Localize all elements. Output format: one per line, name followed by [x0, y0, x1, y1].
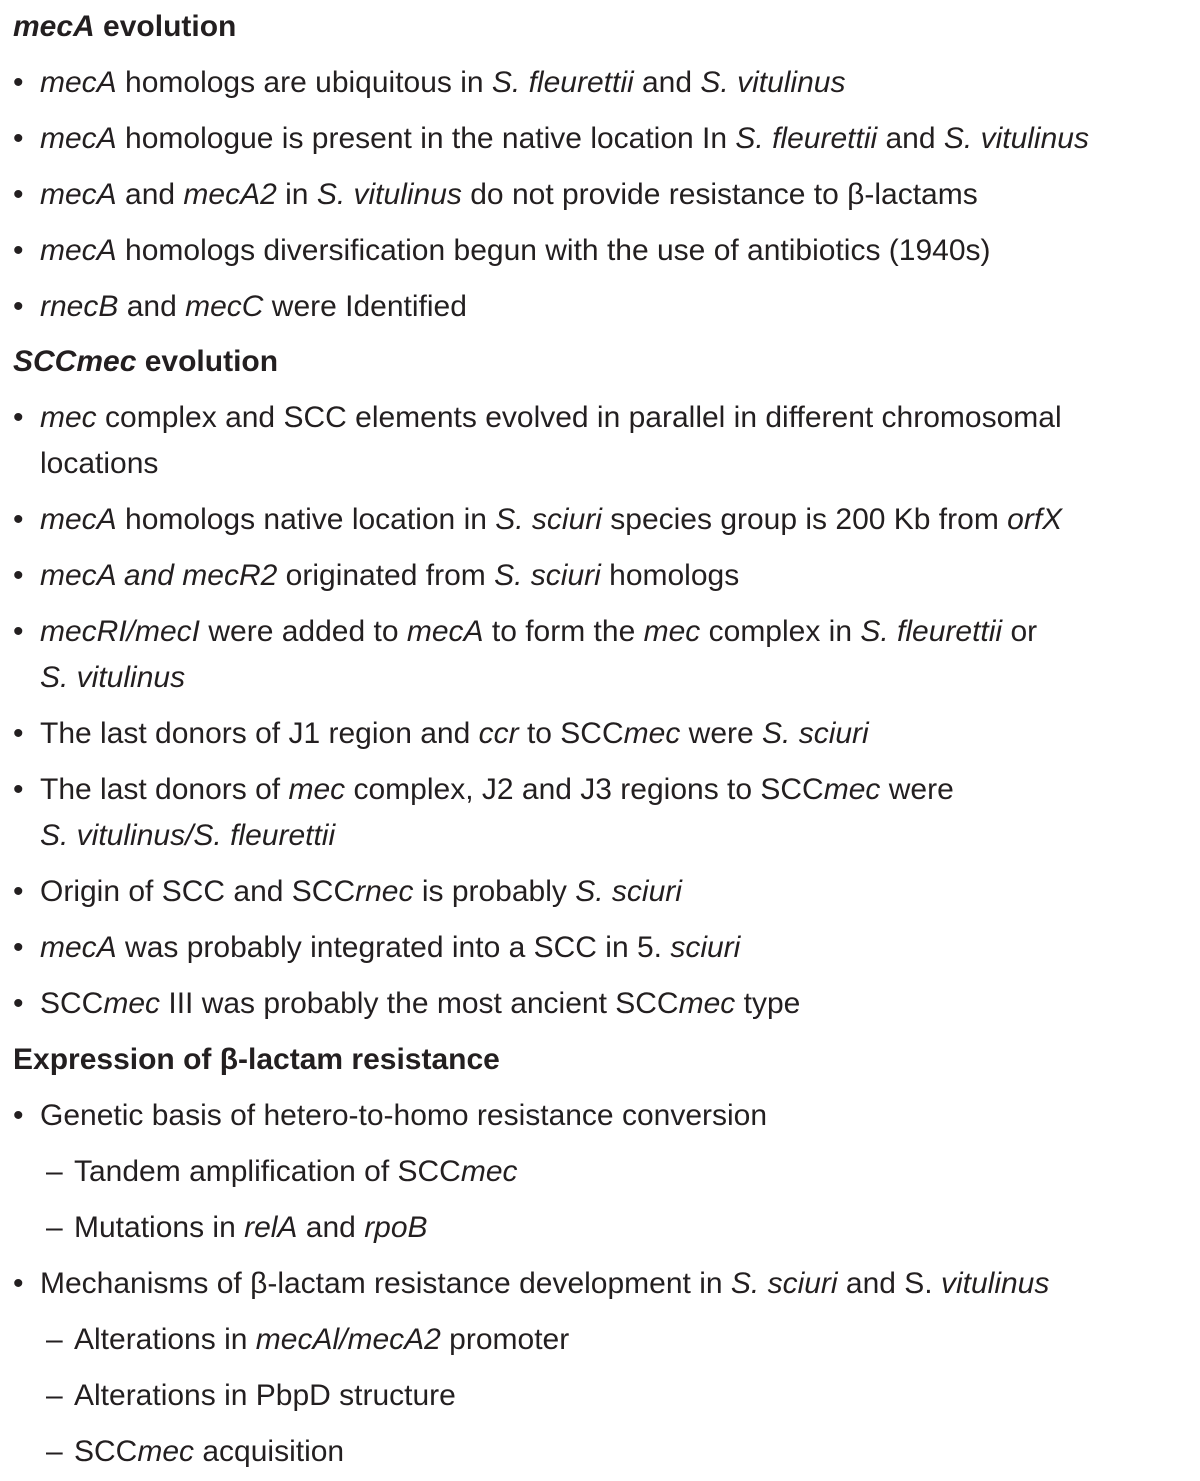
italic-text: mec	[623, 717, 681, 750]
italic-text: mec	[288, 773, 346, 806]
italic-text: sciuri	[670, 931, 741, 964]
italic-text: mecA	[40, 503, 117, 536]
bullet-marker: •	[13, 773, 24, 806]
section-heading	[13, 12, 236, 42]
bullet-text-line	[40, 663, 185, 693]
text-run: were Identified	[263, 290, 467, 323]
bullet-text-line	[40, 617, 1037, 647]
text-run: homologs are ubiquitous in	[116, 66, 492, 99]
bullet-text-line	[40, 989, 800, 1019]
italic-text: mec	[103, 987, 161, 1020]
text-run: Tandem amplification of SCC	[74, 1155, 461, 1188]
italic-text: mecA	[40, 931, 117, 964]
bullet-marker: •	[13, 122, 24, 155]
text-run: locations	[40, 447, 159, 480]
italic-text: S. fleurettii	[491, 66, 634, 99]
text-run: was probably integrated into a SCC in 5.	[116, 931, 671, 964]
italic-text: mecA	[13, 10, 95, 43]
text-run: acquisition	[194, 1435, 345, 1468]
italic-text: mec	[137, 1435, 195, 1468]
text-run: were added to	[200, 615, 407, 648]
italic-text: mecA and mecR2	[40, 559, 278, 592]
italic-text: mecA2	[183, 178, 277, 211]
text-run: homologs	[600, 559, 740, 592]
bullet-marker: •	[13, 615, 24, 648]
bullet-text-line	[40, 505, 1062, 535]
text-run: homologs diversification begun with the use of antibiotics (1940s)	[116, 234, 991, 267]
text-run: III was probably the most ancient SCC	[160, 987, 679, 1020]
text-run: The last donors of J1 region and	[40, 717, 479, 750]
italic-text: rpoB	[364, 1211, 428, 1244]
italic-text: S. sciuri	[730, 1267, 838, 1300]
italic-text: mec	[40, 401, 97, 434]
text-run: and	[633, 66, 701, 99]
bullet-text-line	[74, 1157, 518, 1187]
italic-text: mecRI/mecI	[40, 615, 201, 648]
text-run: SCC	[74, 1435, 138, 1468]
text-run: or	[1002, 615, 1038, 648]
text-run: to SCC	[518, 717, 624, 750]
text-run: Expression of β-lactam resistance	[13, 1043, 500, 1076]
bullet-marker: •	[13, 987, 24, 1020]
text-run: Mechanisms of β-lactam resistance development in	[40, 1267, 731, 1300]
bullet-text-line	[40, 1269, 1049, 1299]
text-run: in	[276, 178, 317, 211]
italic-text: S. fleurettii	[860, 615, 1003, 648]
bullet-marker: •	[13, 290, 24, 323]
bullet-text-line	[40, 719, 869, 749]
dash-marker: –	[46, 1435, 63, 1468]
italic-text: S. vitulinus	[943, 122, 1089, 155]
bullet-text-line	[40, 180, 978, 210]
bullet-marker: •	[13, 1267, 24, 1300]
text-run: complex and SCC elements evolved in parallel in different chromosomal	[96, 401, 1062, 434]
bullet-marker: •	[13, 401, 24, 434]
italic-text: rnecB	[40, 290, 119, 323]
italic-text: orfX	[1007, 503, 1063, 536]
italic-text: relA	[244, 1211, 298, 1244]
text-run: Alterations in	[74, 1323, 256, 1356]
italic-text: S. sciuri	[495, 503, 602, 536]
italic-text: mecA	[40, 122, 117, 155]
italic-text: S. sciuri	[494, 559, 601, 592]
section-heading	[13, 1045, 500, 1075]
bullet-text-line	[40, 124, 1089, 154]
dash-marker: –	[46, 1155, 63, 1188]
dash-marker: –	[46, 1323, 63, 1356]
text-run: Origin of SCC and SCC	[40, 875, 356, 908]
italic-text: mec	[678, 987, 736, 1020]
italic-text: mec	[823, 773, 881, 806]
bullet-marker: •	[13, 178, 24, 211]
bullet-text-line	[40, 775, 954, 805]
bullet-text-line	[40, 561, 739, 591]
text-run: species group is 200 Kb from	[601, 503, 1008, 536]
bullet-text-line	[40, 236, 991, 266]
italic-text: S. sciuri	[762, 717, 869, 750]
bullet-text-line	[40, 292, 467, 322]
bullet-text-line	[40, 68, 845, 98]
italic-text: S. vitulinus	[40, 661, 186, 694]
text-run: type	[735, 987, 801, 1020]
bullet-text-line	[40, 877, 682, 907]
bullet-marker: •	[13, 66, 24, 99]
italic-text: ccr	[478, 717, 519, 750]
bullet-text-line	[74, 1213, 428, 1243]
italic-text: mec	[460, 1155, 518, 1188]
text-run: SCC	[40, 987, 104, 1020]
text-run: originated from	[277, 559, 495, 592]
bullet-text-line	[40, 1101, 767, 1131]
dash-marker: –	[46, 1211, 63, 1244]
text-run: Mutations in	[74, 1211, 245, 1244]
text-run: and	[877, 122, 944, 155]
text-run: and	[118, 290, 186, 323]
bullet-text-line	[40, 933, 740, 963]
bullet-text-line	[74, 1381, 456, 1411]
bullet-marker: •	[13, 559, 24, 592]
italic-text: S. vitulinus/S. fleurettii	[40, 819, 336, 852]
italic-text: mec	[643, 615, 701, 648]
italic-text: mecC	[185, 290, 264, 323]
italic-text: S. vitulinus	[700, 66, 846, 99]
italic-text: rnec	[355, 875, 414, 908]
text-run: and	[297, 1211, 365, 1244]
italic-text: vitulinus	[940, 1267, 1050, 1300]
text-run: evolution	[94, 10, 237, 43]
text-run: do not provide resistance to β-lactams	[461, 178, 978, 211]
italic-text: S. sciuri	[575, 875, 682, 908]
text-run: Genetic basis of hetero-to-homo resistance conversion	[40, 1099, 768, 1132]
text-run: promoter	[440, 1323, 570, 1356]
section-heading	[13, 347, 278, 377]
text-run: complex, J2 and J3 regions to SCC	[345, 773, 824, 806]
bullet-marker: •	[13, 234, 24, 267]
bullet-text-line	[40, 403, 1062, 433]
text-run: homologs native location in	[116, 503, 496, 536]
italic-text: SCCmec	[13, 345, 137, 378]
text-run: The last donors of	[40, 773, 289, 806]
bullet-text-line	[40, 449, 158, 479]
bullet-marker: •	[13, 1099, 24, 1132]
italic-text: mecA	[40, 66, 117, 99]
bullet-text-line	[74, 1437, 344, 1467]
italic-text: mecA	[40, 234, 117, 267]
text-run: homologue is present in the native location In	[116, 122, 736, 155]
text-run: evolution	[136, 345, 279, 378]
bullet-marker: •	[13, 875, 24, 908]
text-run: and S.	[837, 1267, 941, 1300]
italic-text: S. vitulinus	[316, 178, 462, 211]
bullet-text-line	[74, 1325, 569, 1355]
text-run: were	[880, 773, 954, 806]
text-run: to form the	[483, 615, 644, 648]
bullet-marker: •	[13, 503, 24, 536]
bullet-marker: •	[13, 931, 24, 964]
italic-text: mecAl/mecA2	[255, 1323, 441, 1356]
text-run: complex in	[700, 615, 861, 648]
text-run: Alterations in PbpD structure	[74, 1379, 456, 1412]
bullet-marker: •	[13, 717, 24, 750]
text-run: and	[116, 178, 184, 211]
text-run: were	[680, 717, 763, 750]
italic-text: mecA	[406, 615, 484, 648]
text-run: is probably	[413, 875, 576, 908]
bullet-text-line	[40, 821, 335, 851]
italic-text: S. fleurettii	[735, 122, 878, 155]
dash-marker: –	[46, 1379, 63, 1412]
italic-text: mecA	[40, 178, 117, 211]
